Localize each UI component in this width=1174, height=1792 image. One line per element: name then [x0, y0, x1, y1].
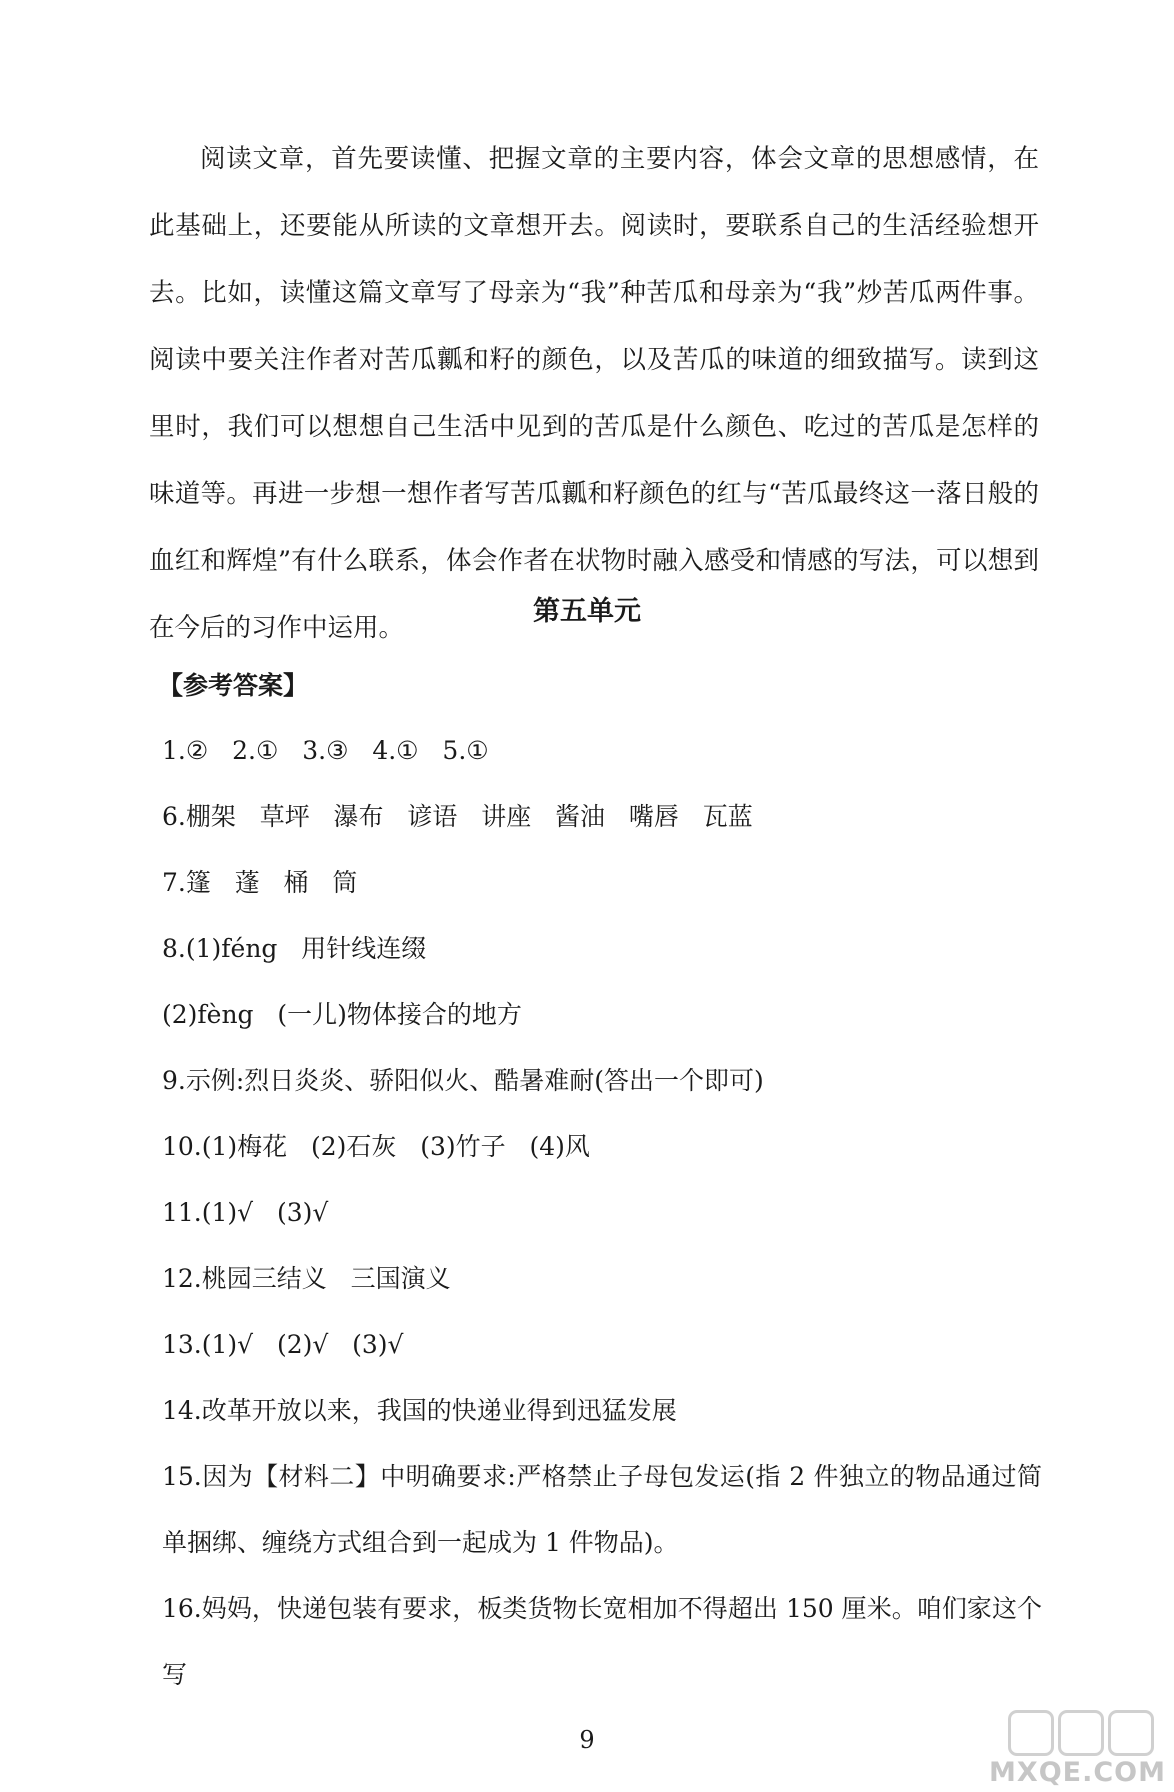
watermark-logo-icon	[1004, 1710, 1154, 1756]
page-number: 9	[579, 1726, 595, 1754]
answer-item-8-1: 8.(1)féng 用针线连缀	[162, 934, 427, 963]
intro-paragraph: 阅读文章，首先要读懂、把握文章的主要内容，体会文章的思想感情，在此基础上，还要能从所读的文章想开去。阅读时，要联系自己的生活经验想开去。比如，读懂这篇文章写了母亲为“我”种苦瓜和母亲为“我”炒苦瓜两件事。阅读中要关注作者对苦瓜瓤和籽的颜色，以及苦瓜的味道的细致描写。读到这里时，我们可以想想自己生活中见到的苦瓜是什么颜色、吃过的苦瓜是怎样的味道等。再进一步想一想作者写苦瓜瓤和籽颜色的红与“苦瓜最终这一落日般的血红和辉煌”有什么联系，体会作者在状物时融入感受和情感的写法，可以想到在今后的习作中运用。	[149, 144, 1039, 643]
answer-item-12: 12.桃园三结义 三国演义	[162, 1264, 451, 1293]
site-watermark	[989, 1708, 1168, 1788]
answer-item-16: 16.妈妈，快递包装有要求，板类货物长宽相加不得超出 150 厘米。咱们家这个写	[162, 1594, 1042, 1689]
answer-list	[162, 718, 1042, 1708]
answer-item-13: 13.(1)√ (2)√ (3)√	[162, 1330, 404, 1359]
answer-item-14: 14.改革开放以来，我国的快递业得到迅猛发展	[162, 1396, 677, 1425]
watermark-url: MXQE.COM	[989, 1757, 1166, 1788]
watermark-box-3	[1108, 1710, 1154, 1756]
watermark-box-1	[1008, 1710, 1054, 1756]
reference-answer-label: 【参考答案】	[158, 671, 309, 700]
answer-item-1-5: 1.② 2.① 3.③ 4.① 5.①	[162, 736, 489, 765]
answer-item-9: 9.示例:烈日炎炎、骄阳似火、酷暑难耐(答出一个即可)	[162, 1066, 764, 1095]
answer-item-8-2: (2)fèng (一儿)物体接合的地方	[162, 1000, 522, 1029]
unit-title: 第五单元	[533, 596, 641, 627]
answer-item-6: 6.棚架 草坪 瀑布 谚语 讲座 酱油 嘴唇 瓦蓝	[162, 802, 753, 831]
answer-item-15: 15.因为【材料二】中明确要求:严格禁止子母包发运(指 2 件独立的物品通过简单捆绑、缠绕方式组合到一起成为 1 件物品)。	[162, 1462, 1042, 1557]
answer-item-10: 10.(1)梅花 (2)石灰 (3)竹子 (4)风	[162, 1132, 590, 1161]
answer-item-11: 11.(1)√ (3)√	[162, 1198, 329, 1227]
watermark-box-2	[1058, 1710, 1104, 1756]
answer-item-7: 7.篷 蓬 桶 筒	[162, 868, 358, 897]
